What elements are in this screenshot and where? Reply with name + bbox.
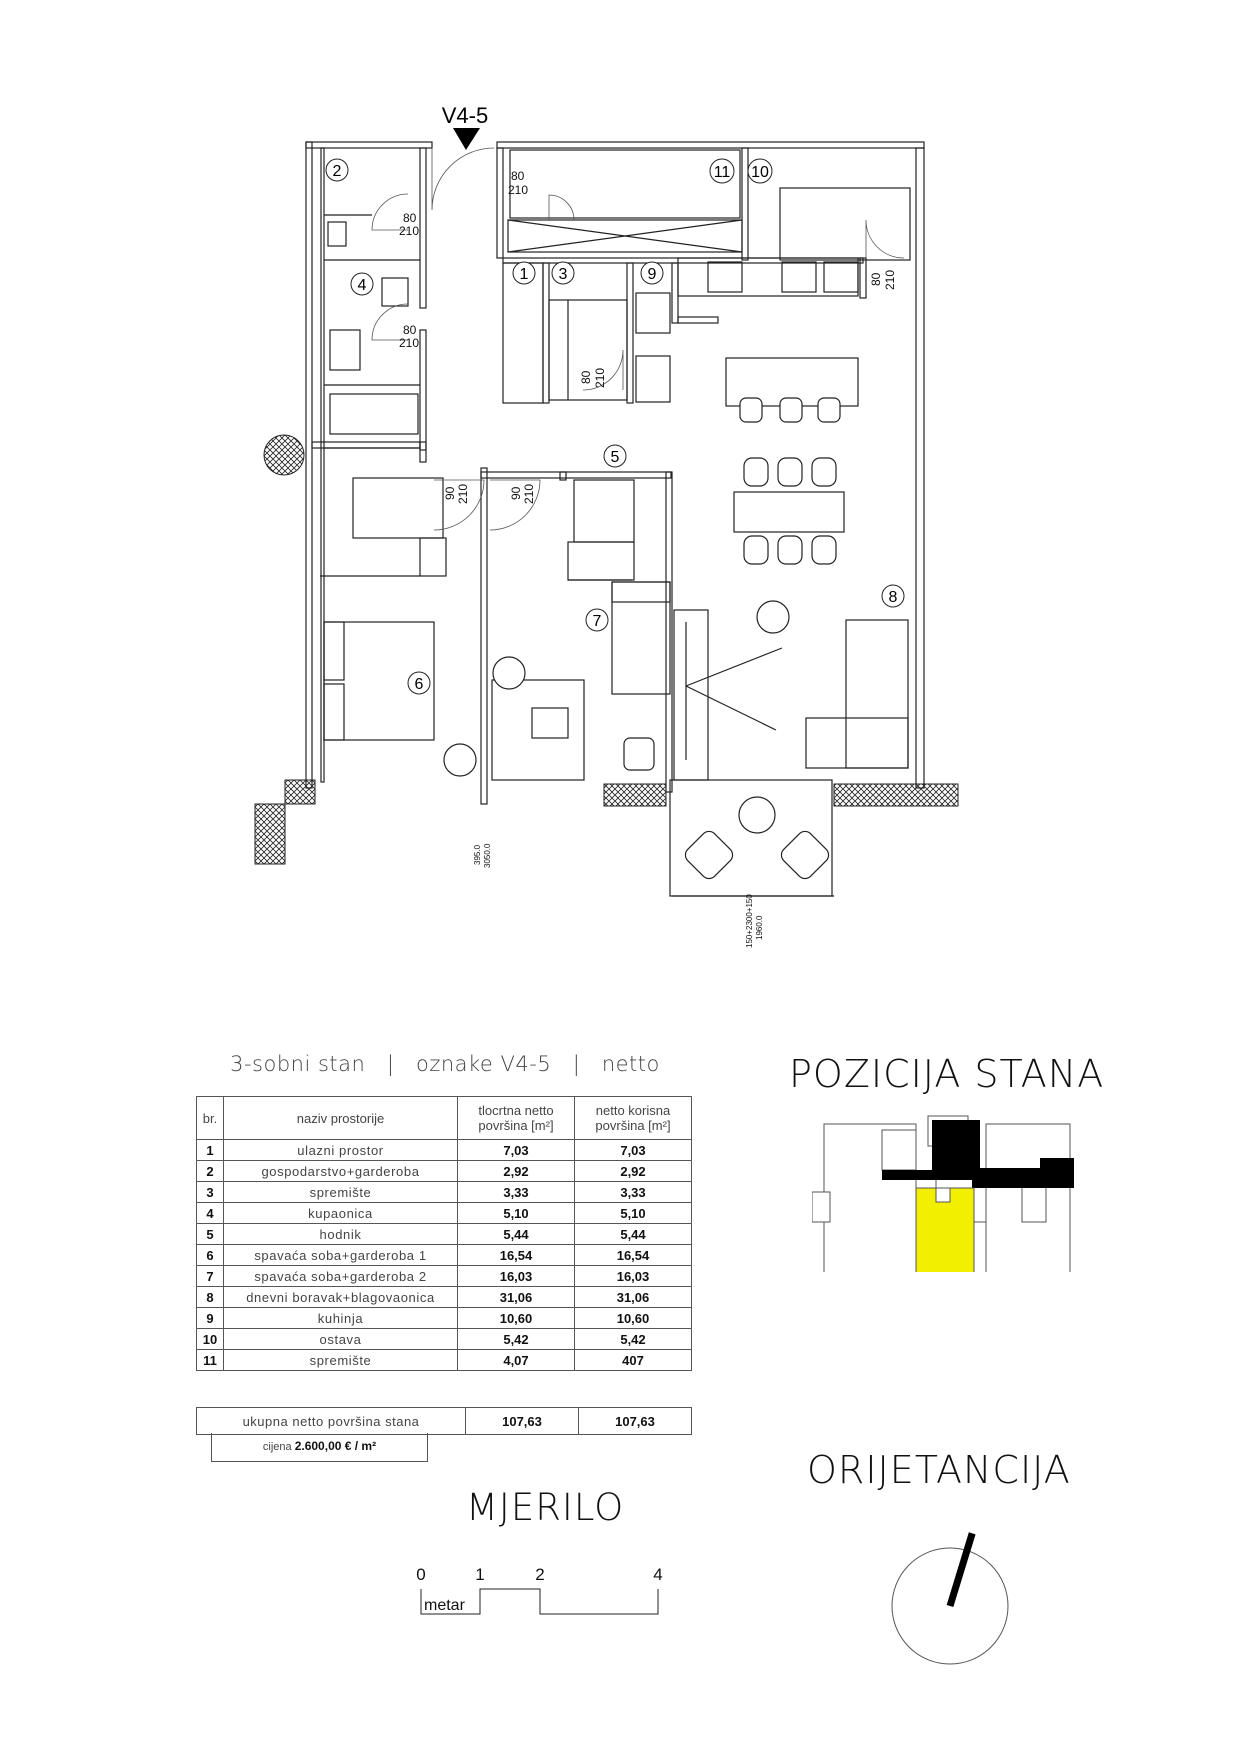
scale-bar [400,1562,690,1622]
scale-tick: 2 [535,1565,545,1584]
door-label: 80 [403,211,417,225]
table-row: 2 gospodarstvo+garderoba 2,92 2,92 [197,1161,692,1182]
dim-label: 395.0 [473,844,482,865]
hatched-wall-sections [255,435,958,864]
door-label: 210 [399,336,420,350]
room-marker-7 [586,609,608,631]
door-label: 80 [403,323,417,337]
svg-text:2: 2 [332,163,342,180]
door-label: 210 [399,224,420,238]
table-row: 4 kupaonica 5,10 5,10 [197,1203,692,1224]
dim-label: 1960.0 [755,915,764,940]
price-box [211,1433,428,1462]
svg-text:10: 10 [751,164,769,181]
apartment-tag: V4-5 [441,103,489,128]
room-marker-5 [604,445,626,467]
svg-text:5: 5 [610,449,620,466]
col-korisna: netto korisna površina [m²] [575,1097,692,1140]
col-name: naziv prostorije [224,1097,458,1140]
room-marker-1 [513,262,535,284]
svg-text:7: 7 [592,613,602,630]
dim-label: 3050.0 [483,843,492,868]
room-marker-9 [641,262,663,284]
svg-text:4: 4 [357,277,367,294]
door-label: 80 [869,272,883,286]
table-row: 6 spavaća soba+garderoba 1 16,54 16,54 [197,1245,692,1266]
scale-title: MJERILO [466,1486,625,1529]
door-label: 90 [443,486,457,500]
total-label: ukupna netto površina stana [197,1408,466,1435]
svg-text:9: 9 [647,266,657,283]
scale-tick: 4 [653,1565,663,1584]
scale-unit: metar [424,1597,465,1614]
svg-text:8: 8 [888,589,898,606]
chairs [624,398,840,882]
building-position-diagram [812,1112,1082,1272]
position-title: POZICIJA STANA [789,1052,1105,1096]
door-label: 210 [593,367,607,388]
door-label: 80 [579,370,593,384]
table-row: 5 hodnik 5,44 5,44 [197,1224,692,1245]
orientation-title: ORIJETANCIJA [807,1448,1071,1492]
table-row: 9 kuhinja 10,60 10,60 [197,1308,692,1329]
room-marker-2 [326,159,348,181]
table-header-row [197,1097,692,1140]
table-heading: 3-sobni stan | oznake V4-5 | netto [230,1052,660,1076]
entrance-arrow-icon [453,128,480,150]
table-row: 11 spremište 4,07 407 [197,1350,692,1371]
col-tlocrtna: tlocrtna netto površina [m²] [458,1097,575,1140]
table-row: 1 ulazni prostor 7,03 7,03 [197,1140,692,1161]
room-marker-8 [882,585,904,607]
door-label: 210 [508,183,529,197]
price-label: cijena [262,1441,292,1453]
room-marker-3 [552,262,574,284]
price-value: 2.600,00 € / m² [294,1439,377,1453]
total-korisna: 107,63 [579,1408,692,1435]
scale-tick: 0 [416,1565,426,1584]
compass [880,1528,1020,1668]
table-row: 8 dnevni boravak+blagovaonica 31,06 31,06 [197,1287,692,1308]
svg-text:3: 3 [558,266,568,283]
room-marker-6 [408,672,430,694]
svg-text:1: 1 [519,266,529,283]
total-tlocrtna: 107,63 [466,1408,579,1435]
room-marker-11 [710,159,734,183]
walls [306,142,924,896]
door-label: 210 [522,483,536,504]
door-label: 210 [456,483,470,504]
table-row: 3 spremište 3,33 3,33 [197,1182,692,1203]
scale-tick: 1 [475,1565,485,1584]
svg-text:6: 6 [414,676,424,693]
table-row: 7 spavaća soba+garderoba 2 16,03 16,03 [197,1266,692,1287]
total-row [197,1408,692,1435]
col-br: br. [197,1097,224,1140]
dim-label: 150+2300+150 [745,894,754,948]
door-labels [399,169,897,504]
total-area-table [196,1407,692,1435]
svg-text:11: 11 [713,164,731,181]
room-marker-4 [351,273,373,295]
table-row: 10 ostava 5,42 5,42 [197,1329,692,1350]
room-area-table [196,1096,692,1371]
door-label: 90 [509,486,523,500]
room-marker-10 [748,159,772,183]
door-label: 80 [511,169,525,183]
door-label: 210 [883,269,897,290]
room-markers [326,159,904,694]
